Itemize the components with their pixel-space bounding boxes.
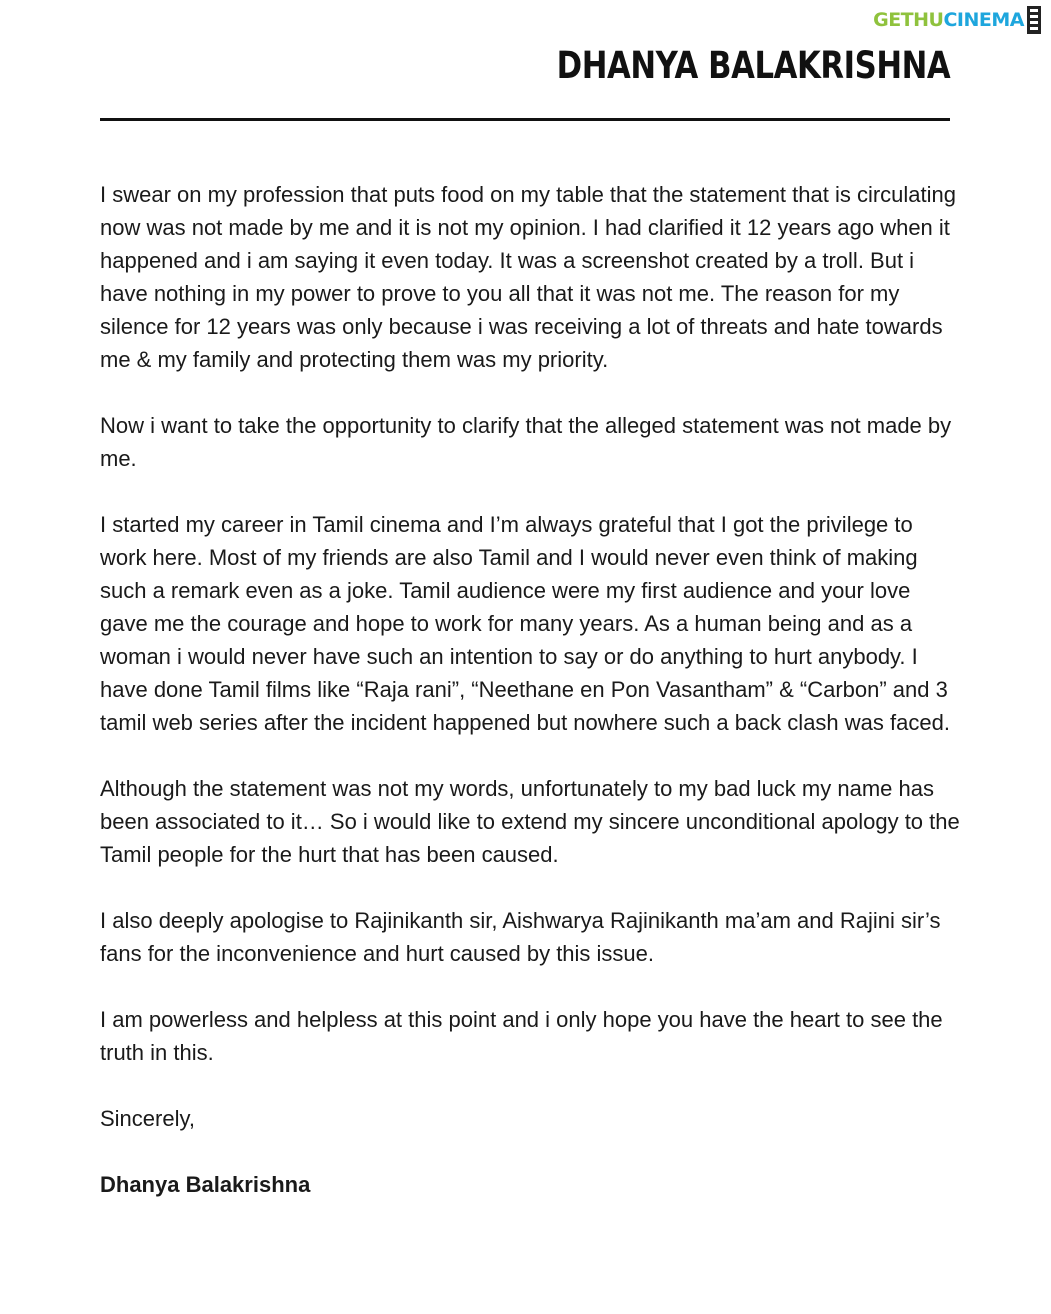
closing-salutation: Sincerely, [100, 1106, 195, 1131]
paragraph: Although the statement was not my words, unfortunately to my bad luck my name has been associated to it… So i would like to extend my sincere unconditional apology to the Tamil people for the hurt that has been caused. [100, 776, 960, 867]
paragraph: Now i want to take the opportunity to clarify that the alleged statement was not made by me. [100, 413, 952, 471]
paragraph: I also deeply apologise to Rajinikanth sir, Aishwarya Rajinikanth ma’am and Rajini sir’s fans for the inconvenience and hurt caused by this issue. [100, 908, 941, 966]
letter-body [100, 178, 960, 1234]
watermark-part-1: GETHU [873, 9, 944, 31]
paragraph: I swear on my profession that puts food on my table that the statement that is circulating now was not made by me and it is not my opinion. I had clarified it 12 years ago when it happened and i am saying it even today. It was a screenshot created by a troll. But i have nothing in my power to prove to you all that it was not me. The reason for my silence for 12 years was only because i was receiving a lot of threats and hate towards me & my family and protecting them was my priority. [100, 182, 957, 372]
paragraph: I am powerless and helpless at this point and i only hope you have the heart to see the truth in this. [100, 1007, 943, 1065]
header-divider [100, 118, 950, 121]
watermark-part-2: CINEMA [943, 9, 1024, 31]
paragraph: I started my career in Tamil cinema and I’m always grateful that I got the privilege to work here. Most of my friends are also Tamil and I would never even think of making such a remark even as a joke. Tamil audience were my first audience and your love gave me the courage and hope to work for many years. As a human being and as a woman i would never have such an intention to say or do anything to hurt anybody. I have done Tamil films like “Raja rani”, “Neethane en Pon Vasantham” & “Carbon” and 3 tamil web series after the incident happened but nowhere such a back clash was faced. [100, 512, 950, 735]
letterhead-name: DHANYA BALAKRISHNA [556, 44, 950, 87]
signature: Dhanya Balakrishna [100, 1172, 311, 1197]
film-strip-icon [1027, 6, 1041, 34]
watermark-logo [873, 6, 1041, 34]
